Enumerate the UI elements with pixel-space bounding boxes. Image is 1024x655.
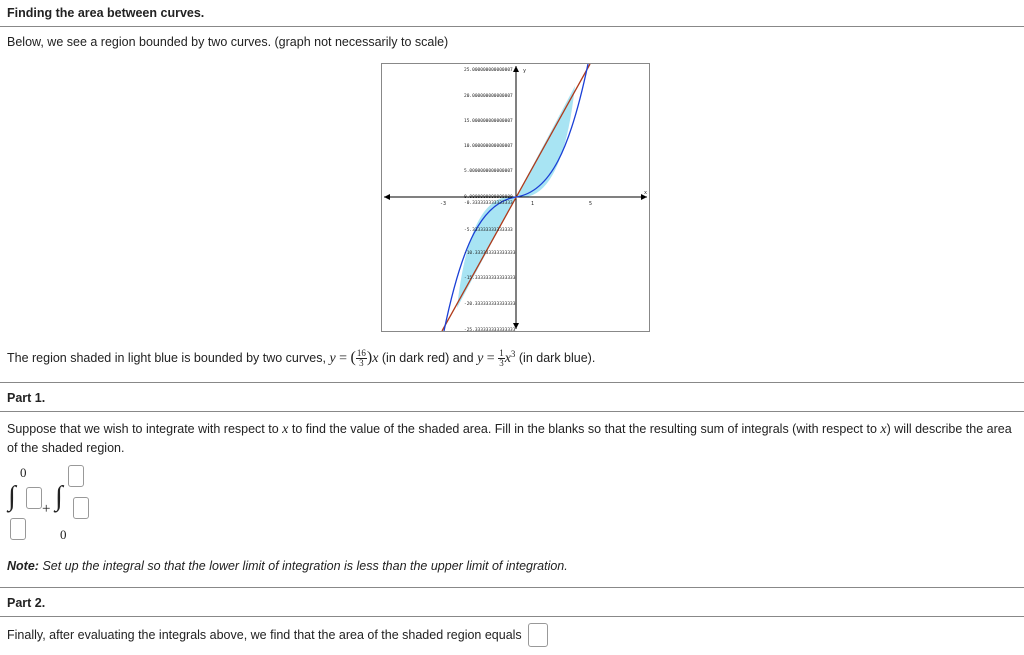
plus-sign: + — [42, 501, 51, 517]
y-tick-label: 0.0000000000000000 — [464, 195, 513, 200]
part1-instructions — [7, 420, 1022, 457]
part1-text: to find the value of the shaded area. Fill in the blanks so that the resulting sum of integrals (with respect to — [291, 422, 877, 436]
x-var: x — [504, 351, 511, 367]
note-label: Note: — [7, 559, 39, 573]
note-text: Set up the integral so that the lower limit of integration is less than the upper limit of integration. — [42, 559, 568, 573]
graph-panel — [381, 63, 650, 332]
int1-upper-limit: 0 — [20, 465, 27, 480]
divider — [0, 26, 1024, 27]
y-tick-label: -20.333333333333333 — [464, 302, 516, 307]
exponent: 3 — [510, 349, 516, 359]
part1-text: of the shaded region. — [7, 441, 125, 455]
int1-lower-limit-input[interactable] — [10, 518, 26, 540]
y-axis-arrow-up — [513, 66, 519, 72]
x-var: x — [372, 351, 379, 367]
area-answer-input[interactable] — [528, 623, 548, 647]
fraction-16-3: $\frac{16}{3}$ — [356, 348, 366, 369]
y-tick-label: -0.333333333333333 — [464, 201, 513, 206]
part1-text: ) will describe the area — [886, 422, 1012, 436]
page-title: Finding the area between curves. — [7, 6, 205, 20]
note — [7, 559, 568, 573]
y-tick-label: 20.000000000000007 — [464, 94, 513, 99]
graph-svg — [382, 64, 649, 331]
part2-text: Finally, after evaluating the integrals above, we find that the area of the shaded region equals — [7, 628, 522, 642]
x-var: x — [282, 422, 289, 437]
y-tick-label: 5.0000000000000007 — [464, 169, 513, 174]
y-tick-label: -5.333333333333333 — [464, 228, 513, 233]
intro-text: Below, we see a region bounded by two curves. (graph not necessarily to scale) — [7, 35, 449, 49]
y-tick-label: 15.000000000000007 — [464, 119, 513, 124]
part2-heading: Part 2. — [7, 596, 46, 610]
integral-sign: ∫ — [55, 481, 63, 512]
equals-sign: = — [486, 351, 495, 367]
y-axis-label: y — [523, 68, 527, 74]
divider — [0, 382, 1024, 383]
divider — [0, 411, 1024, 412]
int2-lower-limit: 0 — [60, 527, 67, 542]
y-tick-label: -10.333333333333333 — [464, 251, 516, 256]
part1-text: Suppose that we wish to integrate with respect to — [7, 422, 279, 436]
divider — [0, 587, 1024, 588]
statement-prefix: The region shaded in light blue is bounded by two curves, — [7, 351, 326, 366]
fraction-1-3: $\frac{1}{3}$ — [499, 348, 504, 369]
integral-sum — [0, 462, 120, 552]
curves-statement: The region shaded in light blue is bounded by two curves, y = ( $\frac{16}{3}$ )x (in dark red) and y = $\frac{1}{3}$ $x^3$ (in dark blue). — [7, 348, 596, 369]
x-tick-label: 1 — [531, 201, 535, 207]
x-axis-arrow-left — [384, 194, 390, 200]
x-axis-label: x — [644, 190, 648, 196]
y-tick-label: -15.333333333333333 — [464, 276, 516, 281]
statement-mid: (in dark red) and — [381, 351, 474, 366]
equals-sign: = — [339, 351, 348, 367]
x-var: x — [880, 422, 887, 437]
y-tick-label: -25.333333333333333 — [464, 328, 516, 331]
divider — [0, 616, 1024, 617]
y-tick-label: 10.000000000000007 — [464, 144, 513, 149]
int1-integrand-input[interactable] — [26, 487, 42, 509]
statement-suffix: (in dark blue). — [518, 351, 596, 366]
integral-sign: ∫ — [8, 481, 16, 512]
y-var: y — [329, 351, 336, 367]
int2-upper-limit-input[interactable] — [68, 465, 84, 487]
y-tick-label: 25.000000000000007 — [464, 68, 513, 73]
y-var: y — [477, 351, 484, 367]
part1-heading: Part 1. — [7, 391, 46, 405]
x-tick-label: 5 — [589, 201, 593, 207]
x-tick-label: -3 — [440, 201, 447, 207]
int2-integrand-input[interactable] — [73, 497, 89, 519]
